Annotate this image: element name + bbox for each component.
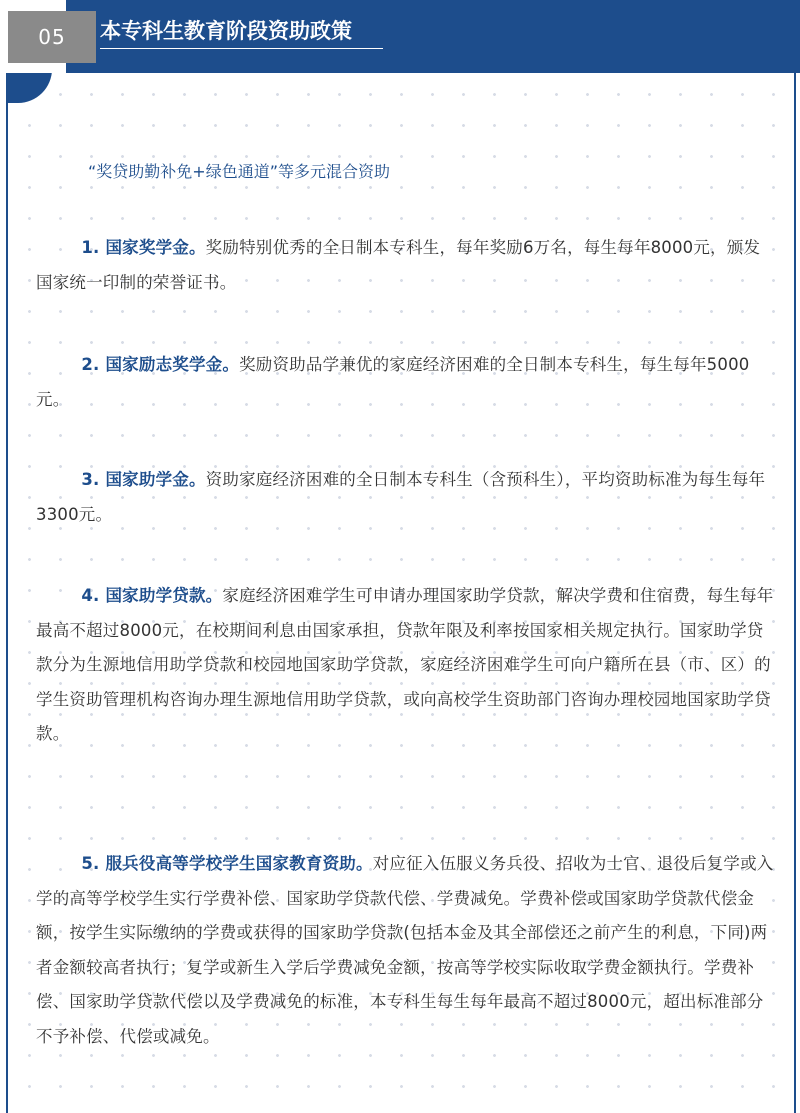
policy-item-text: 对应征入伍服义务兵役、招收为士官、退役后复学或入学的高等学校学生实行学费补偿、国家助学贷款代偿、学费减免。学费补偿或国家助学贷款代偿金额，按学生实际缴纳的学费或获得的国家助学贷款(包括本金及其全部偿还之前产生的利息，下同)两者金额较高者执行；复学或新生入学后学费减免金额，按高等学校实际收取学费金额执行。学费补偿、国家助学贷款代偿以及学费减免的标准，本专科生每生每年最高不超过8000元，超出标准部分不予补偿、代偿或减免。	[36, 854, 774, 1046]
intro-line: “奖贷助勤补免+绿色通道”等多元混合资助	[88, 162, 390, 181]
policy-item-text: 奖励资助品学兼优的家庭经济困难的全日制本专科生，每生每年5000元。	[36, 355, 750, 409]
policy-item-title: 3. 国家助学金。	[81, 470, 206, 489]
title-underline	[100, 48, 383, 49]
policy-item-title: 4. 国家助学贷款。	[81, 586, 223, 605]
policy-item-text: 家庭经济困难学生可申请办理国家助学贷款，解决学费和住宿费，每生每年最高不超过8000元，在校期间利息由国家承担，贷款年限及利率按国家相关规定执行。国家助学贷款分为生源地信用助学贷款和校园地国家助学贷款，家庭经济困难学生可向户籍所在县（市、区）的学生资助管理机构咨询办理生源地信用助学贷款，或向高校学生资助部门咨询办理校园地国家助学贷款。	[36, 586, 774, 743]
section-title: 本专科生教育阶段资助政策	[100, 19, 352, 43]
policy-item-title: 5. 服兵役高等学校学生国家教育资助。	[81, 854, 373, 873]
policy-item-student-loan	[36, 579, 776, 752]
policy-item-encouragement-scholarship	[36, 348, 776, 417]
section-number-badge: 05	[8, 11, 96, 63]
policy-item-national-grant	[36, 463, 776, 532]
policy-item-text: 奖励特别优秀的全日制本专科生，每年奖励6万名，每生每年8000元，颁发国家统一印制的荣誉证书。	[36, 238, 761, 292]
corner-decoration	[8, 73, 52, 103]
content-panel	[6, 73, 796, 1113]
policy-item-military-service-aid	[36, 847, 776, 1054]
policy-item-national-scholarship	[36, 231, 776, 300]
policy-item-title: 2. 国家励志奖学金。	[81, 355, 240, 374]
policy-item-title: 1. 国家奖学金。	[81, 238, 206, 257]
policy-item-text: 资助家庭经济困难的全日制本专科生（含预科生），平均资助标准为每生每年3300元。	[36, 470, 766, 524]
